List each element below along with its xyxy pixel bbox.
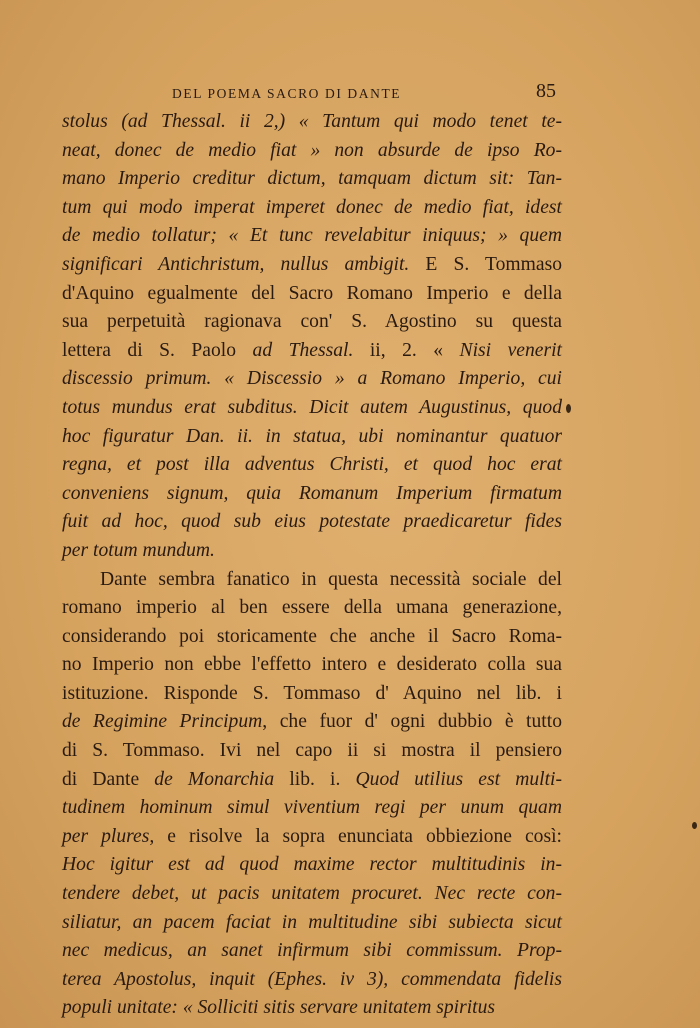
italic-segment: significari Antichristum, nullus ambigit. bbox=[62, 253, 410, 275]
text-line bbox=[62, 137, 562, 166]
text-line bbox=[62, 623, 562, 652]
text-line bbox=[62, 851, 562, 880]
text-line bbox=[62, 480, 562, 509]
italic-segment: siliatur, an pacem faciat in multitudine sibi subiecta sicut bbox=[62, 911, 562, 933]
text-line bbox=[62, 365, 562, 394]
italic-segment: fuit ad hoc, quod sub eius potestate praedicaretur fides bbox=[62, 511, 562, 533]
text-segment: , che fuor d' ogni dubbio è tutto bbox=[262, 711, 562, 733]
text-segment: di Dante bbox=[62, 768, 155, 790]
text-segment: ii, 2. « bbox=[353, 339, 460, 361]
text-segment: sua perpetuità ragionava con' S. Agostino su questa bbox=[62, 311, 562, 333]
text-segment: no Imperio non ebbe l'effetto intero e desiderato colla sua bbox=[62, 654, 562, 676]
italic-segment: terea Apostolus, inquit (Ephes. iv 3), commendata fidelis bbox=[62, 968, 562, 990]
text-segment: e risolve la sopra enunciata obbiezione così: bbox=[154, 825, 562, 847]
italic-segment: populi unitate: « Solliciti sitis servare unitatem spiritus bbox=[62, 997, 496, 1019]
text-line bbox=[62, 737, 562, 766]
italic-segment: Quod utilius est multi- bbox=[355, 768, 562, 790]
text-line bbox=[62, 194, 562, 223]
text-line bbox=[62, 594, 562, 623]
text-line bbox=[62, 222, 562, 251]
text-segment: di S. Tommaso. Ivi nel capo ii si mostra il pensiero bbox=[62, 740, 562, 762]
page-number: 85 bbox=[536, 80, 556, 102]
text-segment: lettera di S. Paolo bbox=[62, 339, 253, 361]
text-line bbox=[62, 766, 562, 795]
italic-segment: Hoc igitur est ad quod maxime rector multitudinis in- bbox=[62, 854, 562, 876]
text-segment: romano imperio al ben essere della umana generazione, bbox=[62, 597, 562, 619]
italic-segment: tendere debet, ut pacis unitatem procuret. Nec recte con- bbox=[62, 883, 562, 905]
page-header bbox=[62, 72, 562, 108]
italic-segment: tum qui modo imperat imperet donec de medio fiat, idest bbox=[62, 196, 562, 218]
text-segment: Dante sembra fanatico in questa necessità sociale del bbox=[100, 568, 562, 590]
text-segment: istituzione. Risponde S. Tommaso d' Aquino nel lib. i bbox=[62, 682, 562, 704]
text-line bbox=[62, 451, 562, 480]
italic-segment: ad Thessal. bbox=[252, 339, 354, 361]
text-line bbox=[62, 680, 562, 709]
text-line bbox=[62, 794, 562, 823]
text-segment: lib. i. bbox=[274, 768, 356, 790]
italic-segment: nec medicus, an sanet infirmum sibi commissum. Prop- bbox=[62, 940, 562, 962]
italic-segment: de medio tollatur; « Et tunc revelabitur iniquus; » quem bbox=[62, 225, 562, 247]
text-line bbox=[62, 394, 562, 423]
italic-segment: neat, donec de medio fiat » non absurde de ipso Ro- bbox=[62, 139, 562, 161]
text-line bbox=[62, 994, 562, 1023]
paragraph bbox=[62, 566, 562, 1024]
italic-segment: mano Imperio creditur dictum, tamquam dictum sit: Tan- bbox=[62, 168, 562, 190]
text-line bbox=[62, 566, 562, 595]
italic-segment: hoc figuratur Dan. ii. in statua, ubi nominantur quatuor bbox=[62, 425, 562, 447]
text-line bbox=[62, 337, 562, 366]
text-line bbox=[62, 909, 562, 938]
italic-segment: per totum mundum. bbox=[62, 539, 215, 561]
italic-segment: totus mundus erat subditus. Dicit autem Augustinus, quod bbox=[62, 396, 562, 418]
italic-segment: regna, et post illa adventus Christi, et quod hoc erat bbox=[62, 454, 562, 476]
italic-segment: de Regimine Principum bbox=[62, 711, 263, 733]
text-line bbox=[62, 165, 562, 194]
text-line bbox=[62, 937, 562, 966]
text-segment: E S. Tommaso bbox=[409, 253, 562, 275]
text-line bbox=[62, 708, 562, 737]
italic-segment: stolus (ad Thessal. bbox=[62, 111, 240, 132]
text-line bbox=[62, 537, 562, 566]
italic-segment: Nisi venerit bbox=[459, 339, 562, 361]
paper-speck bbox=[566, 404, 571, 413]
text-line bbox=[62, 308, 562, 337]
italic-segment: discessio primum. « Discessio » a Romano Imperio, cui bbox=[62, 368, 562, 390]
paragraph bbox=[62, 108, 562, 566]
document-page bbox=[62, 72, 562, 1023]
paper-speck bbox=[692, 822, 697, 829]
italic-segment: per plures, bbox=[62, 825, 155, 847]
italic-segment: tudinem hominum simul viventium regi per unum quam bbox=[62, 797, 562, 819]
text-line bbox=[62, 108, 562, 137]
text-line bbox=[62, 251, 562, 280]
body-text bbox=[62, 108, 562, 1023]
italic-segment: ii 2,) « Tantum qui modo tenet te- bbox=[239, 111, 562, 132]
text-line bbox=[62, 423, 562, 452]
text-line bbox=[62, 880, 562, 909]
text-line bbox=[62, 651, 562, 680]
text-line bbox=[62, 508, 562, 537]
text-line bbox=[62, 280, 562, 309]
text-line bbox=[62, 823, 562, 852]
text-segment: d'Aquino egualmente del Sacro Romano Imperio e della bbox=[62, 282, 562, 304]
italic-segment: de Monarchia bbox=[154, 768, 275, 790]
text-line bbox=[62, 966, 562, 995]
running-title: DEL POEMA SACRO DI DANTE bbox=[172, 86, 402, 101]
italic-segment: conveniens signum, quia Romanum Imperium firmatum bbox=[62, 482, 562, 504]
text-segment: considerando poi storicamente che anche il Sacro Roma- bbox=[62, 625, 562, 647]
